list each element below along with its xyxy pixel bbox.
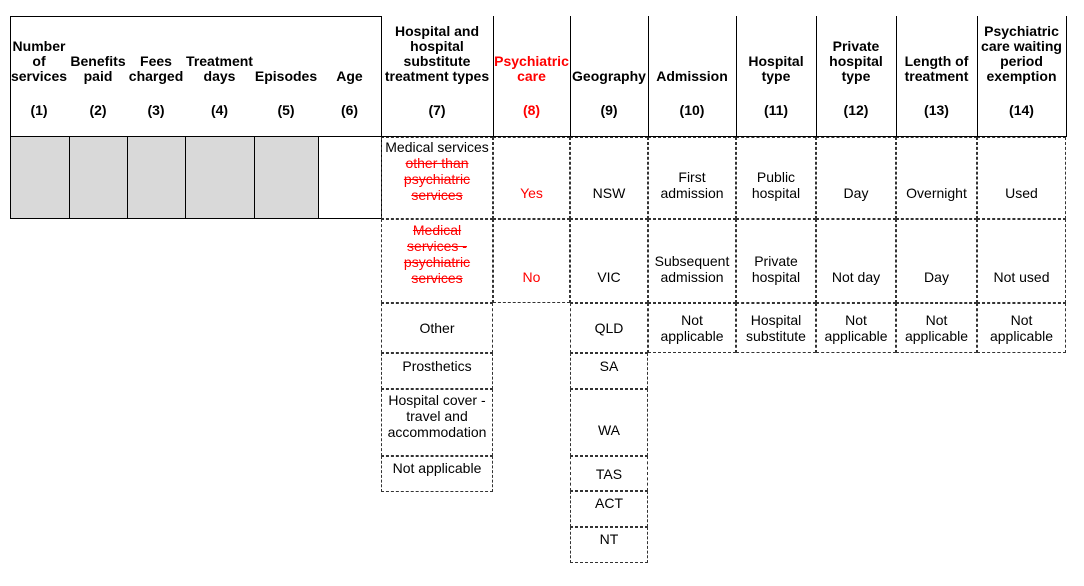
treatment-type-not-applicable: Not applicable [381,456,493,492]
header-title: Psychiatric care [494,53,569,84]
hospital-type-substitute: Hospital substitute [736,303,816,353]
length-of-treatment-overnight: Overnight [896,137,977,219]
header-episodes [254,14,318,84]
header-title: Age [336,68,363,84]
exemption-not-applicable: Not applicable [977,303,1066,353]
header-length-of-treatment [896,14,977,84]
header-number-of-services [10,14,68,84]
geography-qld: QLD [570,303,648,353]
header-title: Geography [572,68,646,84]
exemption-not-used: Not used [977,219,1066,303]
treatment-type-struck-text: other than psychiatric services [403,155,471,203]
psychiatric-care-no: No [493,219,570,303]
treatment-type-travel: Hospital cover - travel and accommodation [381,389,493,456]
measure-cell-5 [254,136,319,219]
grid-line [736,16,737,137]
measure-cell-1 [10,136,70,219]
admission-first: First admission [648,137,736,219]
treatment-type-medical-other [381,137,493,219]
private-hospital-type-not-day: Not day [816,219,896,303]
geography-wa: WA [570,389,648,456]
header-num-1: (1) [30,102,48,118]
grid-line [381,16,382,137]
header-num-4: (4) [210,102,229,118]
header-benefits-paid [69,14,127,84]
treatment-type-label: Medical services [385,139,489,155]
geography-act: ACT [570,491,648,527]
private-hospital-type-day: Day [816,137,896,219]
header-hospital-type [736,14,816,84]
grid-line [816,16,817,137]
grid-line [570,16,571,137]
header-title: Episodes [254,68,318,84]
header-title: Fees charged [128,53,184,84]
header-title: Length of treatment [904,53,969,84]
grid-line [977,16,978,137]
header-num-6: (6) [340,102,359,118]
measure-cell-3 [127,136,186,219]
treatment-type-other: Other [381,303,493,353]
private-hospital-type-not-applicable: Not applicable [816,303,896,353]
measure-cell-age [318,136,382,219]
geography-nsw: NSW [570,137,648,219]
header-private-hospital-type [816,14,896,84]
treatment-type-prosthetics: Prosthetics [381,353,493,389]
measure-cell-4 [185,136,255,219]
measure-cell-2 [69,136,128,219]
header-title: Benefits paid [70,53,126,84]
header-admission [648,14,736,84]
length-of-treatment-not-applicable: Not applicable [896,303,977,353]
header-num-11: (11) [763,102,789,118]
header-title: Hospital type [748,53,804,84]
header-num-5: (5) [277,102,295,118]
hospital-type-public: Public hospital [736,137,816,219]
header-title: Psychiatric care waiting period exemption [981,23,1062,84]
geography-sa: SA [570,353,648,389]
grid-line [1066,16,1067,137]
grid-line [648,16,649,137]
header-title: Private hospital type [829,38,883,84]
hospital-type-private: Private hospital [736,219,816,303]
length-of-treatment-day: Day [896,219,977,303]
header-title: Hospital and hospital substitute treatment types [384,23,490,84]
treatment-type-psychiatric: Medical services - psychiatric services [381,219,493,303]
header-treatment-days [185,14,254,84]
header-num-14: (14) [1009,102,1034,118]
header-title: Treatment days [186,53,253,84]
header-num-12: (12) [843,102,869,118]
header-psychiatric-care [493,14,570,84]
grid-line [493,16,494,137]
header-num-8: (8) [522,102,541,118]
psychiatric-care-yes: Yes [493,137,570,219]
header-fees-charged [127,14,185,84]
grid-line [10,16,381,17]
exemption-used: Used [977,137,1066,219]
header-geography [570,14,648,84]
header-num-13: (13) [924,102,949,118]
geography-nt: NT [570,527,648,563]
grid-line [896,16,897,137]
header-age [318,14,381,84]
header-num-10: (10) [679,102,705,118]
header-waiting-period-exemption [977,14,1066,84]
admission-subsequent: Subsequent admission [648,219,736,303]
header-num-7: (7) [428,102,446,118]
header-title: Admission [656,68,728,84]
geography-tas: TAS [570,456,648,491]
header-num-9: (9) [600,102,618,118]
geography-vic: VIC [570,219,648,303]
admission-not-applicable: Not applicable [648,303,736,353]
header-title: Number of services [10,38,68,84]
header-treatment-types [381,14,493,84]
header-num-3: (3) [147,102,165,118]
header-num-2: (2) [89,102,107,118]
